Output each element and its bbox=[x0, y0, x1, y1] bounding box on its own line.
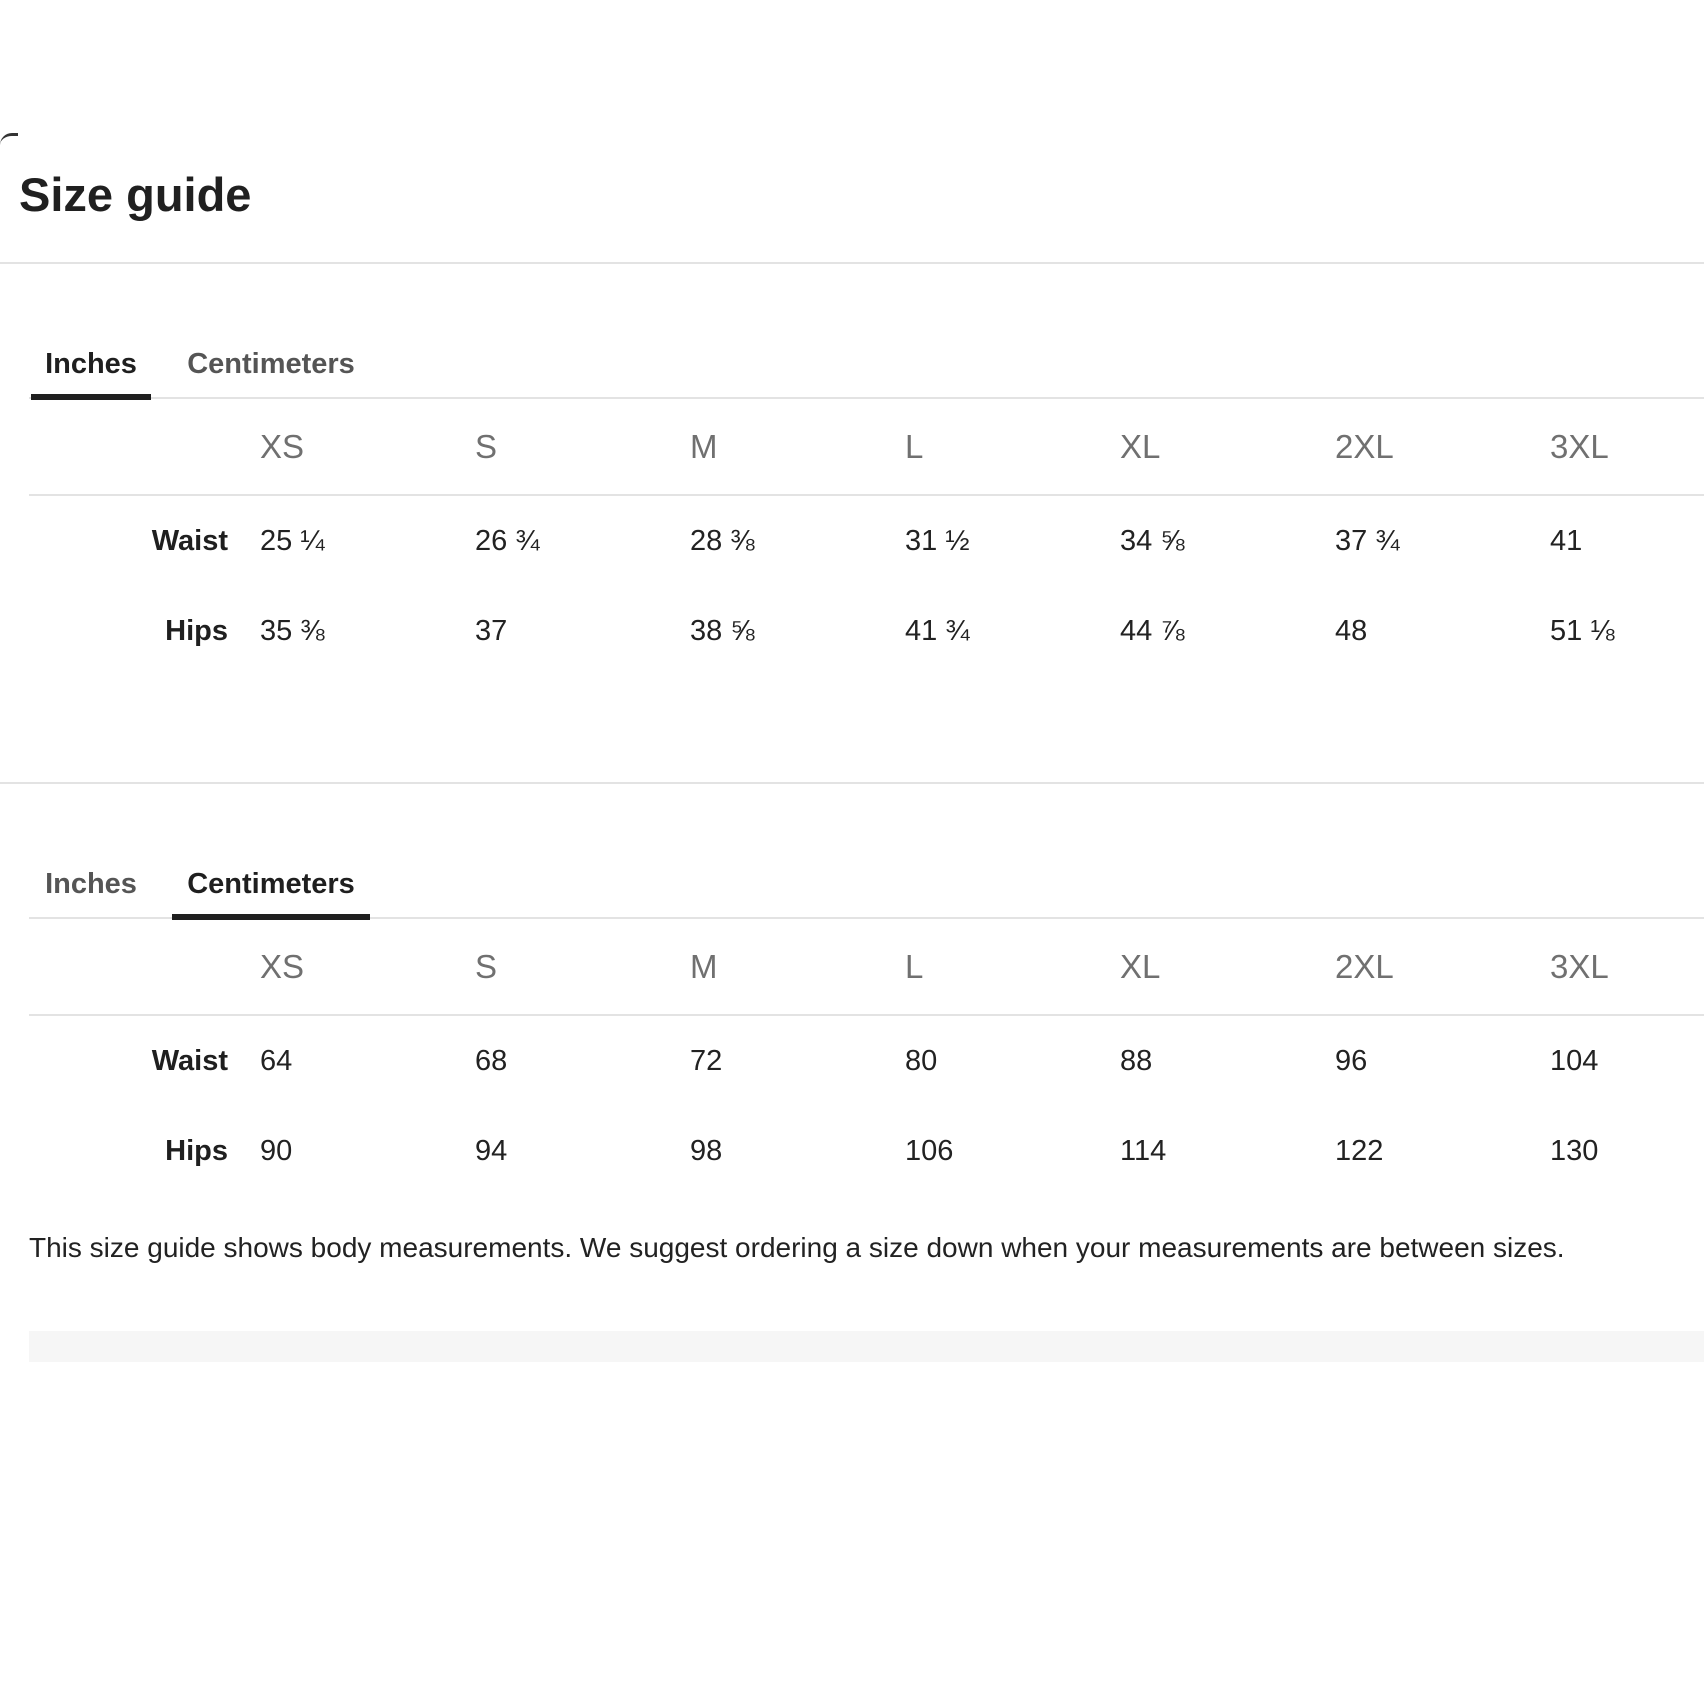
tab-label: Centimeters bbox=[187, 347, 355, 380]
table-cell: 98 bbox=[690, 1135, 723, 1167]
table-cell: 96 bbox=[1335, 1045, 1368, 1077]
size-header: S bbox=[475, 948, 498, 985]
size-header: L bbox=[905, 428, 924, 465]
size-guide-note: This size guide shows body measurements. We suggest ordering a size down when your measurements are between sizes. bbox=[29, 1232, 1565, 1263]
tab-label: Inches bbox=[45, 347, 137, 380]
table-row-hips bbox=[29, 1106, 1704, 1196]
table-cell: 104 bbox=[1550, 1045, 1599, 1077]
table-cell: 37 ¾ bbox=[1335, 525, 1400, 557]
size-header: XL bbox=[1120, 428, 1161, 465]
title-divider bbox=[0, 262, 1704, 264]
row-label: Waist bbox=[151, 525, 228, 557]
size-header: M bbox=[690, 948, 718, 985]
table-row-hips bbox=[29, 586, 1704, 676]
tab-label: Centimeters bbox=[187, 867, 355, 900]
row-label: Waist bbox=[151, 1045, 228, 1077]
table-cell: 35 ⅜ bbox=[260, 615, 325, 647]
table-cell: 26 ¾ bbox=[475, 525, 540, 557]
table-cell: 51 ⅛ bbox=[1550, 615, 1615, 647]
table-cell: 122 bbox=[1335, 1135, 1384, 1167]
table-cell: 94 bbox=[475, 1135, 508, 1167]
table-cell: 106 bbox=[905, 1135, 954, 1167]
table-cell: 31 ½ bbox=[905, 525, 970, 557]
table-cell: 80 bbox=[905, 1045, 938, 1077]
table-cell: 41 ¾ bbox=[905, 615, 970, 647]
size-header: M bbox=[690, 428, 718, 465]
table-cell: 114 bbox=[1120, 1135, 1167, 1167]
size-header-row bbox=[29, 400, 1704, 496]
table-cell: 44 ⅞ bbox=[1120, 615, 1185, 647]
unit-tabs-inches-section bbox=[29, 331, 1704, 399]
table-row-waist bbox=[29, 1016, 1704, 1106]
size-header: 2XL bbox=[1335, 948, 1394, 985]
footer-bar bbox=[29, 1331, 1704, 1362]
table-cell: 34 ⅝ bbox=[1120, 525, 1185, 557]
table-cell: 41 bbox=[1550, 525, 1583, 557]
size-header: 2XL bbox=[1335, 428, 1394, 465]
table-cell: 90 bbox=[260, 1135, 293, 1167]
table-cell: 68 bbox=[475, 1045, 508, 1077]
size-header: 3XL bbox=[1550, 428, 1609, 465]
table-row-waist bbox=[29, 496, 1704, 586]
unit-tabs-centimeters-section bbox=[29, 851, 1704, 919]
tab-label: Inches bbox=[45, 867, 137, 900]
table-cell: 72 bbox=[690, 1045, 723, 1077]
modal-corner bbox=[0, 133, 18, 145]
table-cell: 28 ⅜ bbox=[690, 525, 755, 557]
size-header: XS bbox=[260, 948, 305, 985]
table-cell: 130 bbox=[1550, 1135, 1599, 1167]
tab-centimeters[interactable] bbox=[172, 331, 370, 397]
size-table-inches bbox=[29, 400, 1704, 676]
section-divider bbox=[0, 782, 1704, 784]
size-header: S bbox=[475, 428, 498, 465]
row-label: Hips bbox=[165, 615, 228, 647]
table-cell: 38 ⅝ bbox=[690, 615, 755, 647]
table-cell: 64 bbox=[260, 1045, 293, 1077]
page-title: Size guide bbox=[19, 168, 252, 221]
tab-centimeters[interactable] bbox=[172, 851, 370, 917]
size-header: XS bbox=[260, 428, 305, 465]
size-header: 3XL bbox=[1550, 948, 1609, 985]
tab-inches[interactable] bbox=[31, 331, 151, 397]
size-header: L bbox=[905, 948, 924, 985]
tab-inches[interactable] bbox=[31, 851, 151, 917]
size-header: XL bbox=[1120, 948, 1161, 985]
table-cell: 88 bbox=[1120, 1045, 1153, 1077]
table-cell: 48 bbox=[1335, 615, 1368, 647]
table-cell: 37 bbox=[475, 615, 508, 647]
size-table-centimeters bbox=[29, 920, 1704, 1196]
row-label: Hips bbox=[165, 1135, 228, 1167]
size-header-row bbox=[29, 920, 1704, 1016]
table-cell: 25 ¼ bbox=[260, 525, 325, 557]
